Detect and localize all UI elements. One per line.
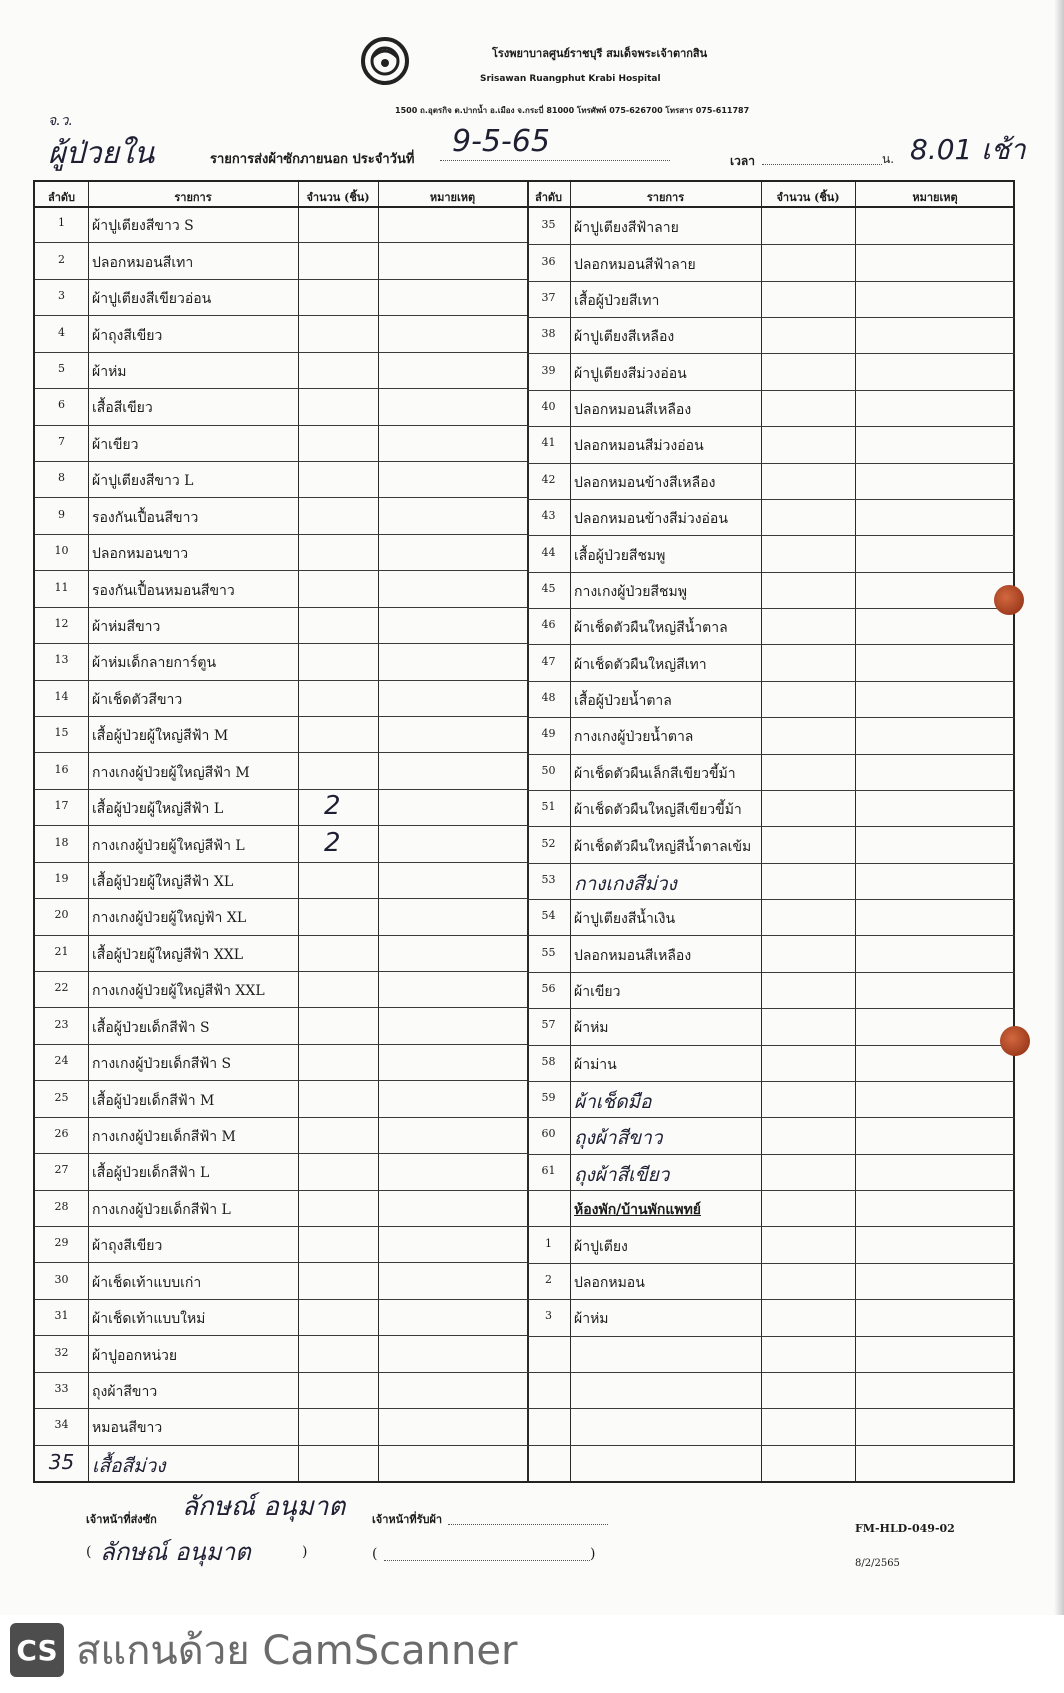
row-number: 16 xyxy=(54,762,69,776)
item-name: กางเกงผู้ป่วยเด็กสีฟ้า S xyxy=(92,1056,232,1073)
row-divider xyxy=(527,899,1015,900)
row-number: 29 xyxy=(54,1236,69,1250)
row-divider xyxy=(35,279,527,280)
item-name: ผ้าถุงสีเขียว xyxy=(92,327,163,344)
row-number: 56 xyxy=(541,981,556,995)
item-name: ปลอกหมอนสีฟ้าลาย xyxy=(574,256,696,273)
row-divider xyxy=(527,1081,1015,1082)
row-number: 53 xyxy=(541,872,556,886)
row-number: 19 xyxy=(54,871,69,885)
item-name: ผ้าห่ม xyxy=(574,1311,609,1328)
row-number: 14 xyxy=(54,689,69,703)
item-name: กางเกงผู้ป่วยผู้ใหญ่สีฟ้า L xyxy=(92,837,245,854)
row-number: 55 xyxy=(541,945,556,959)
row-number: 36 xyxy=(541,254,556,268)
row-divider xyxy=(527,353,1015,354)
row-divider xyxy=(527,1445,1015,1446)
row-number: 23 xyxy=(54,1017,69,1031)
time-dotted-line xyxy=(762,164,882,165)
row-divider xyxy=(35,1445,527,1446)
item-name: ผ้าถุงสีเขียว xyxy=(92,1238,163,1255)
binder-hole xyxy=(994,585,1024,615)
row-number: 51 xyxy=(541,800,556,814)
item-name: ผ้าปูเตียงสีเหลือง xyxy=(574,329,675,346)
row-divider xyxy=(527,1336,1015,1337)
item-name: กางเกงผู้ป่วยเด็กสีฟ้า L xyxy=(92,1201,231,1218)
row-divider xyxy=(527,426,1015,427)
row-number: 43 xyxy=(541,509,556,523)
receiver-dotted-line xyxy=(448,1524,608,1525)
row-number: 3 xyxy=(545,1309,552,1323)
hospital-address: 1500 ถ.อุตรกิจ ต.ปากน้ำ อ.เมือง จ.กระบี่ 81000 โทรศัพท์ 075-626700 โทรสาร 075-611787 xyxy=(395,106,750,115)
row-divider xyxy=(527,681,1015,682)
row-number: 32 xyxy=(54,1345,69,1359)
row-number: 25 xyxy=(54,1090,69,1104)
row-divider xyxy=(35,862,527,863)
row-divider xyxy=(527,935,1015,936)
item-name: ผ้าปูเตียงสีเขียวอ่อน xyxy=(92,291,212,308)
item-name: เสื้อผู้ป่วยสีเทา xyxy=(574,292,660,309)
col-divider xyxy=(378,182,379,1481)
row-number: 22 xyxy=(54,981,69,995)
row-number: 15 xyxy=(54,726,69,740)
row-divider xyxy=(35,1007,527,1008)
header-divider xyxy=(35,206,1013,208)
row-divider xyxy=(35,1226,527,1227)
row-divider xyxy=(35,1117,527,1118)
time-value: 8.01 เช้า xyxy=(910,133,1026,166)
item-name: ผ้าเช็ดเท้าแบบใหม่ xyxy=(92,1311,206,1328)
row-divider xyxy=(527,826,1015,827)
item-name: รองกันเปื้อนหมอนสีขาว xyxy=(92,582,235,599)
row-divider xyxy=(35,789,527,790)
row-number: 27 xyxy=(54,1163,69,1177)
item-name: ผ้าห่มสีขาว xyxy=(92,618,161,635)
row-number: 60 xyxy=(541,1127,556,1141)
col-header-item: รายการ xyxy=(646,191,685,204)
row-divider xyxy=(35,461,527,462)
binder-hole xyxy=(1000,1026,1030,1056)
row-number: 2 xyxy=(58,252,65,266)
item-name: ผ้าห่ม xyxy=(92,363,127,380)
row-divider xyxy=(35,242,527,243)
camscanner-text: สแกนด้วย CamScanner xyxy=(76,1628,518,1674)
item-name: ปลอกหมอนข้างสีเหลือง xyxy=(574,474,716,491)
row-number: 13 xyxy=(54,653,69,667)
row-divider xyxy=(35,643,527,644)
row-number: 28 xyxy=(54,1199,69,1213)
row-divider xyxy=(35,425,527,426)
row-divider xyxy=(35,570,527,571)
date-dotted-line xyxy=(440,160,670,161)
row-number: 1 xyxy=(545,1236,552,1250)
col-divider xyxy=(88,182,89,1481)
item-name: ถุงผ้าสีขาว xyxy=(92,1383,158,1400)
row-divider xyxy=(35,1080,527,1081)
row-number: 33 xyxy=(54,1381,69,1395)
col-header-note: หมายเหตุ xyxy=(912,191,958,204)
row-divider xyxy=(35,1335,527,1336)
row-divider xyxy=(35,607,527,608)
section-heading: ห้องพัก/บ้านพักแพทย์ xyxy=(574,1202,701,1219)
row-number: 21 xyxy=(54,944,69,958)
row-number: 49 xyxy=(541,727,556,741)
item-name: ปลอกหมอนขาว xyxy=(92,546,189,563)
row-divider xyxy=(35,1190,527,1191)
item-name: ผ้าปูเตียงสีม่วงอ่อน xyxy=(574,365,687,382)
col-header-qty: จำนวน (ชิ้น) xyxy=(306,191,370,204)
row-divider xyxy=(527,972,1015,973)
item-name: ผ้าเช็ดตัวผืนเล็กสีเขียวขี้ม้า xyxy=(574,765,736,782)
item-name: ผ้าเช็ดตัวผืนใหญ่สีเขียวขี้ม้า xyxy=(574,802,742,819)
row-number: 26 xyxy=(54,1126,69,1140)
item-name: ผ้าปูเตียงสีขาว L xyxy=(92,473,194,490)
row-number: 24 xyxy=(54,1054,69,1068)
receiver-name-dotted-line xyxy=(384,1560,590,1561)
sender-label: เจ้าหน้าที่ส่งซัก xyxy=(86,1513,157,1526)
item-name: เสื้อผู้ป่วยผู้ใหญ่สีฟ้า L xyxy=(92,801,224,818)
row-number: 6 xyxy=(58,398,65,412)
col-header-note: หมายเหตุ xyxy=(429,191,476,204)
row-divider xyxy=(527,1263,1015,1264)
item-name: ผ้าห่มเด็กลายการ์ตูน xyxy=(92,655,217,672)
row-number: 61 xyxy=(541,1163,556,1177)
row-number: 2 xyxy=(545,1272,552,1286)
item-name: ปลอกหมอนสีเหลือง xyxy=(574,947,692,964)
col-divider xyxy=(527,182,529,1481)
row-divider xyxy=(35,1299,527,1300)
row-divider xyxy=(527,572,1015,573)
row-divider xyxy=(35,1408,527,1409)
camscanner-logo-icon: CS xyxy=(10,1623,64,1677)
row-number: 37 xyxy=(541,290,556,304)
row-divider xyxy=(527,244,1015,245)
row-divider xyxy=(527,1372,1015,1373)
row-divider xyxy=(527,608,1015,609)
row-number: 12 xyxy=(54,616,69,630)
row-divider xyxy=(527,463,1015,464)
sender-signature: ลักษณ์ อนุมาต xyxy=(182,1492,346,1522)
row-divider xyxy=(527,1117,1015,1118)
receiver-paren-open: ( xyxy=(372,1546,378,1562)
item-name: เสื้อสีม่วง xyxy=(92,1454,166,1477)
row-divider xyxy=(35,935,527,936)
item-name: ผ้าเช็ดตัวผืนใหญ่สีน้ำตาล xyxy=(574,620,728,637)
row-number: 48 xyxy=(541,691,556,704)
item-name: เสื้อผู้ป่วยสีชมพู xyxy=(574,547,666,564)
row-number: 18 xyxy=(54,835,69,849)
row-divider xyxy=(527,1008,1015,1009)
row-number: 35 xyxy=(541,218,556,232)
hospital-logo-icon xyxy=(360,36,410,86)
row-number: 1 xyxy=(58,216,65,230)
item-name: เสื้อผู้ป่วยผู้ใหญ่สีฟ้า XXL xyxy=(92,946,244,963)
item-name: เสื้อผู้ป่วยผู้ใหญ่สีฟ้า M xyxy=(92,728,229,745)
item-name: ผ้าปูเตียงสีน้ำเงิน xyxy=(574,911,676,928)
row-divider xyxy=(527,644,1015,645)
item-name: หมอนสีขาว xyxy=(92,1420,163,1437)
row-number: 59 xyxy=(541,1091,556,1105)
row-number: 35 xyxy=(48,1449,75,1474)
row-number: 57 xyxy=(541,1018,556,1032)
item-name: เสื้อผู้ป่วยเด็กสีฟ้า M xyxy=(92,1092,215,1109)
receiver-label: เจ้าหน้าที่รับผ้า xyxy=(372,1513,443,1526)
row-number: 52 xyxy=(541,836,556,850)
row-number: 9 xyxy=(58,507,65,521)
row-number: 47 xyxy=(541,654,556,668)
item-name: เสื้อผู้ป่วยเด็กสีฟ้า L xyxy=(92,1165,210,1182)
hospital-name: โรงพยาบาลศูนย์ราชบุรี สมเด็จพระเจ้าตากสิน xyxy=(492,47,708,60)
item-name: เสื้อสีเขียว xyxy=(92,400,153,417)
col-header-no: ลำดับ xyxy=(534,191,563,204)
col-divider xyxy=(855,182,856,1481)
sender-paren-close: ) xyxy=(302,1544,308,1560)
row-divider xyxy=(527,390,1015,391)
item-name: เสื้อผู้ป่วยน้ำตาล xyxy=(574,693,672,709)
form-title: รายการส่งผ้าซักภายนอก ประจำวันที่ xyxy=(210,152,415,167)
row-number: 8 xyxy=(58,471,65,485)
laundry-table xyxy=(33,180,1015,1483)
row-number: 34 xyxy=(54,1418,69,1432)
row-number: 38 xyxy=(541,327,556,341)
row-number: 39 xyxy=(541,363,556,377)
item-name: ปลอกหมอนสีม่วงอ่อน xyxy=(574,438,704,455)
ward-prefix: จ.ว. xyxy=(48,113,73,129)
row-number: 11 xyxy=(54,580,69,594)
item-name: ผ้าเช็ดตัวสีขาว xyxy=(92,691,183,708)
row-divider xyxy=(35,388,527,389)
row-divider xyxy=(527,1190,1015,1191)
item-name: ผ้าเช็ดตัวผืนใหญ่สีเทา xyxy=(574,656,707,673)
row-divider xyxy=(527,317,1015,318)
row-number: 46 xyxy=(541,618,556,632)
col-divider xyxy=(761,182,762,1481)
row-divider xyxy=(35,315,527,316)
form-code: FM-HLD-049-02 xyxy=(855,1522,955,1535)
item-name: เสื้อผู้ป่วยผู้ใหญ่สีฟ้า XL xyxy=(92,873,234,890)
time-label: เวลา xyxy=(730,154,755,168)
item-name: ปลอกหมอนข้างสีม่วงอ่อน xyxy=(574,511,728,528)
row-number: 54 xyxy=(541,909,556,923)
item-name: ผ้าม่าน xyxy=(574,1056,617,1073)
hospital-name-en: Srisawan Ruangphut Krabi Hospital xyxy=(480,74,661,84)
row-divider xyxy=(527,1408,1015,1409)
ward-name: ผู้ป่วยใน xyxy=(48,136,155,171)
col-header-no: ลำดับ xyxy=(47,191,76,204)
date-value: 9-5-65 xyxy=(452,124,550,159)
row-divider xyxy=(527,535,1015,536)
row-number: 31 xyxy=(54,1309,69,1323)
row-number: 4 xyxy=(58,325,65,339)
row-divider xyxy=(527,863,1015,864)
item-name: กางเกงผู้ป่วยผู้ใหญ่ฟ้า XL xyxy=(92,910,247,927)
row-number: 44 xyxy=(541,545,556,559)
col-header-item: รายการ xyxy=(174,191,212,204)
item-name: ปลอกหมอนสีเหลือง xyxy=(574,402,692,419)
row-divider xyxy=(527,281,1015,282)
row-divider xyxy=(35,716,527,717)
row-divider xyxy=(35,752,527,753)
row-divider xyxy=(527,754,1015,755)
row-divider xyxy=(35,1262,527,1263)
row-number: 5 xyxy=(58,361,65,375)
row-divider xyxy=(527,1045,1015,1046)
row-number: 50 xyxy=(541,763,556,777)
item-name: ปลอกหมอน xyxy=(574,1274,645,1291)
item-name: กางเกงผู้ป่วยผู้ใหญ่สีฟ้า M xyxy=(92,764,250,781)
row-divider xyxy=(35,534,527,535)
item-name: ผ้าปูออกหน่วย xyxy=(92,1347,178,1364)
row-divider xyxy=(35,1372,527,1373)
row-number: 42 xyxy=(541,472,556,486)
row-divider xyxy=(527,790,1015,791)
item-name: กางเกงผู้ป่วยน้ำตาล xyxy=(574,729,694,746)
paper-edge xyxy=(1054,0,1064,1615)
sender-name: ลักษณ์ อนุมาต xyxy=(100,1538,251,1566)
receiver-paren-close: ) xyxy=(590,1546,596,1562)
item-name: ผ้าปูเตียงสีฟ้าลาย xyxy=(574,220,679,237)
col-divider xyxy=(298,182,299,1481)
item-name: ผ้าปูเตียง xyxy=(574,1238,628,1255)
row-divider xyxy=(527,1226,1015,1227)
row-number: 10 xyxy=(54,544,69,558)
camscanner-watermark xyxy=(10,1620,517,1680)
item-name: กางเกงผู้ป่วยเด็กสีฟ้า M xyxy=(92,1128,236,1145)
row-divider xyxy=(527,1299,1015,1300)
item-name: ผ้าเช็ดตัวผืนใหญ่สีน้ำตาลเข้ม xyxy=(574,838,752,855)
item-name: ผ้าปูเตียงสีขาว S xyxy=(92,218,194,235)
row-divider xyxy=(35,352,527,353)
item-name: ผ้าเช็ดเท้าแบบเก่า xyxy=(92,1274,202,1291)
item-name: ถุงผ้าสีขาว xyxy=(574,1127,663,1150)
row-divider xyxy=(35,1044,527,1045)
item-name: ผ้าเขียว xyxy=(92,436,139,453)
row-number: 45 xyxy=(541,581,556,595)
item-quantity: 2 xyxy=(324,827,341,858)
row-divider xyxy=(35,971,527,972)
row-number: 40 xyxy=(541,400,556,414)
row-number: 20 xyxy=(54,908,69,922)
row-divider xyxy=(527,499,1015,500)
item-name: เสื้อผู้ป่วยเด็กสีฟ้า S xyxy=(92,1019,210,1036)
item-name: กางเกงผู้ป่วยผู้ใหญ่สีฟ้า XXL xyxy=(92,983,265,1000)
row-number: 7 xyxy=(58,434,65,448)
row-divider xyxy=(35,497,527,498)
item-name: ถุงผ้าสีเขียว xyxy=(574,1163,670,1186)
item-name: รองกันเปื้อนสีขาว xyxy=(92,509,199,526)
row-divider xyxy=(527,1154,1015,1155)
row-divider xyxy=(35,680,527,681)
row-number: 17 xyxy=(54,799,69,813)
row-divider xyxy=(35,1153,527,1154)
item-name: กางเกงผู้ป่วยสีชมพู xyxy=(574,583,687,600)
row-number: 30 xyxy=(54,1272,69,1286)
time-suffix: น. xyxy=(882,152,895,166)
col-header-qty: จำนวน (ชิ้น) xyxy=(776,191,840,204)
row-divider xyxy=(35,898,527,899)
row-divider xyxy=(527,717,1015,718)
item-name: ผ้าเขียว xyxy=(574,983,621,1000)
item-name: ผ้าเช็ดมือ xyxy=(574,1091,652,1114)
row-number: 41 xyxy=(541,436,556,450)
item-name: กางเกงสีม่วง xyxy=(574,872,677,895)
item-name: ปลอกหมอนสีเทา xyxy=(92,254,194,271)
row-number: 58 xyxy=(541,1054,556,1068)
item-quantity: 2 xyxy=(324,791,341,822)
col-divider xyxy=(570,182,571,1481)
row-divider xyxy=(35,825,527,826)
row-number: 3 xyxy=(58,289,65,303)
form-date: 8/2/2565 xyxy=(855,1558,900,1569)
sender-paren-open: ( xyxy=(86,1544,92,1560)
item-name: ผ้าห่ม xyxy=(574,1020,609,1037)
